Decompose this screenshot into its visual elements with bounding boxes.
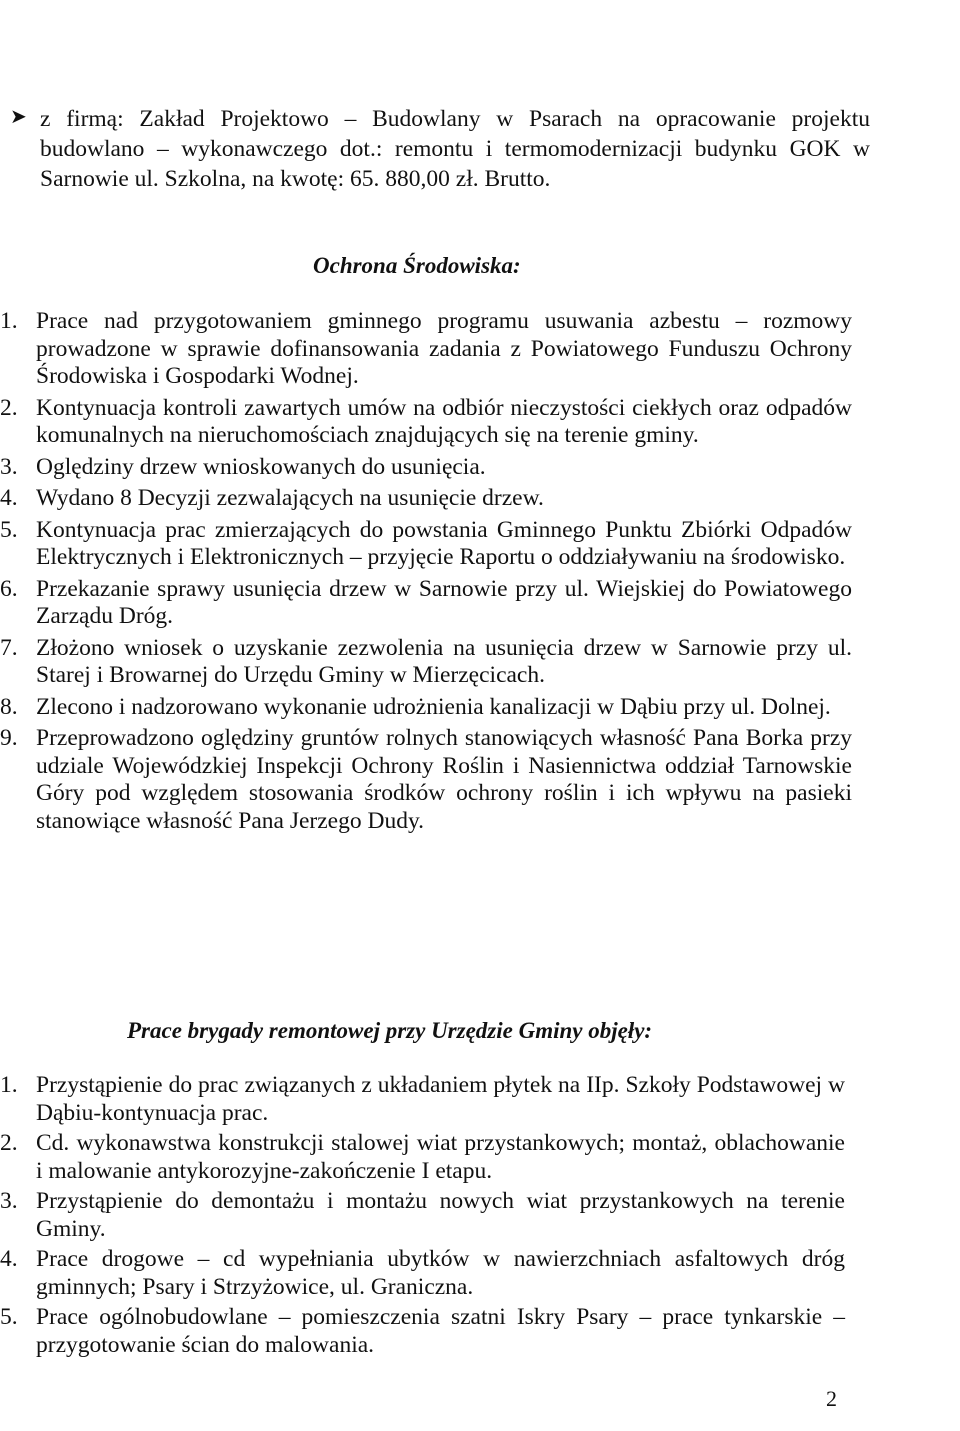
repair-item [0, 1130, 845, 1185]
environment-item-text: Zlecono i nadzorowano wykonanie udrożnienia kanalizacji w Dąbiu przy ul. Dolnej. [36, 693, 831, 720]
repair-item-text: Cd. wykonawstwa konstrukcji stalowej wiat przystankowych; montaż, oblachowanie i malowanie antykorozyjne-zakończenie I etapu. [36, 1130, 845, 1184]
repair-item-text: Prace ogólnobudowlane – pomieszczenia szatni Iskry Psary – prace tynkarskie – przygotowanie ścian do malowania. [36, 1304, 845, 1358]
environment-item-number: 4. [0, 485, 18, 511]
environment-item-text: Przekazanie sprawy usunięcia drzew w Sarnowie przy ul. Wiejskiej do Powiatowego Zarządu Dróg. [36, 575, 852, 629]
environment-item [0, 517, 852, 572]
repair-item-text: Prace drogowe – cd wypełniania ubytków w nawierzchniach asfaltowych dróg gminnych; Psary i Strzyżowice, ul. Graniczna. [36, 1246, 845, 1300]
repair-item-number: 5. [0, 1304, 18, 1330]
environment-item-number: 3. [0, 453, 18, 480]
environment-item-text: Prace nad przygotowaniem gminnego programu usuwania azbestu – rozmowy prowadzone w sprawie dofinansowania zadania z Powiatowego Funduszu Ochrony Środowiska i Gospodarki Wodnej. [36, 308, 852, 389]
environment-item-text: Oględziny drzew wnioskowanych do usunięcia. [36, 453, 486, 480]
environment-item [0, 576, 852, 631]
environment-item-number: 9. [0, 725, 18, 751]
section-heading-repair-brigade: Prace brygady remontowej przy Urzędzie Gminy objęły: [127, 1018, 653, 1043]
environment-list [0, 308, 852, 839]
environment-item [0, 635, 852, 690]
repair-item [0, 1304, 845, 1359]
environment-item-number: 2. [0, 394, 18, 421]
environment-item-number: 8. [0, 693, 18, 720]
environment-item-number: 1. [0, 308, 18, 334]
section-heading-environment: Ochrona Środowiska: [313, 253, 521, 278]
repair-item-number: 4. [0, 1246, 18, 1272]
repair-item-text: Przystąpienie do prac związanych z układaniem płytek na IIp. Szkoły Podstawowej w Dąbiu-kontynuacja prac. [36, 1072, 845, 1126]
environment-item-text: Wydano 8 Decyzji zezwalających na usunięcie drzew. [36, 485, 544, 511]
environment-item [0, 725, 852, 835]
intro-text: z firmą: Zakład Projektowo – Budowlany w Psarach na opracowanie projektu budowlano – wykonawczego dot.: remontu i termomodernizacji budynku GOK w Sarnowie ul. Szkolna, na kwotę: 65. 880,00 zł. Brutto. [40, 106, 870, 192]
repair-item-number: 2. [0, 1130, 18, 1156]
repair-brigade-list [0, 1072, 845, 1362]
environment-item-number: 6. [0, 575, 18, 602]
environment-item [0, 395, 852, 450]
repair-item-number: 1. [0, 1072, 18, 1098]
environment-item-text: Złożono wniosek o uzyskanie zezwolenia na usunięcia drzew w Sarnowie przy ul. Starej i Browarnej do Urzędu Gminy w Mierzęcicach. [36, 634, 852, 688]
repair-item [0, 1188, 845, 1243]
environment-item [0, 454, 852, 482]
repair-item-number: 3. [0, 1188, 18, 1214]
environment-item [0, 308, 852, 391]
environment-item-number: 7. [0, 634, 18, 661]
environment-item-text: Przeprowadzono oględziny gruntów rolnych stanowiących własność Pana Borka przy udziale Wojewódzkiej Inspekcji Ochrony Roślin i Nasiennictwa oddział Tarnowskie Góry pod względem stosowania środków ochrony roślin i ich wpływu na pasieki stanowiące własność Pana Jerzego Dudy. [36, 725, 852, 834]
arrow-bullet-icon: ➤ [10, 106, 27, 128]
environment-item-text: Kontynuacja kontroli zawartych umów na odbiór nieczystości ciekłych oraz odpadów komunalnych na nieruchomościach znajdujących się na terenie gminy. [36, 394, 852, 448]
environment-item-number: 5. [0, 516, 18, 543]
repair-item [0, 1072, 845, 1127]
environment-item-text: Kontynuacja prac zmierzających do powstania Gminnego Punktu Zbiórki Odpadów Elektrycznych i Elektronicznych – przyjęcie Raportu o oddziaływaniu na środowisko. [36, 516, 852, 570]
repair-item [0, 1246, 845, 1301]
page-number: 2 [826, 1386, 837, 1411]
environment-item [0, 694, 852, 722]
repair-item-text: Przystąpienie do demontażu i montażu nowych wiat przystankowych na terenie Gminy. [36, 1188, 845, 1242]
environment-item [0, 485, 852, 513]
